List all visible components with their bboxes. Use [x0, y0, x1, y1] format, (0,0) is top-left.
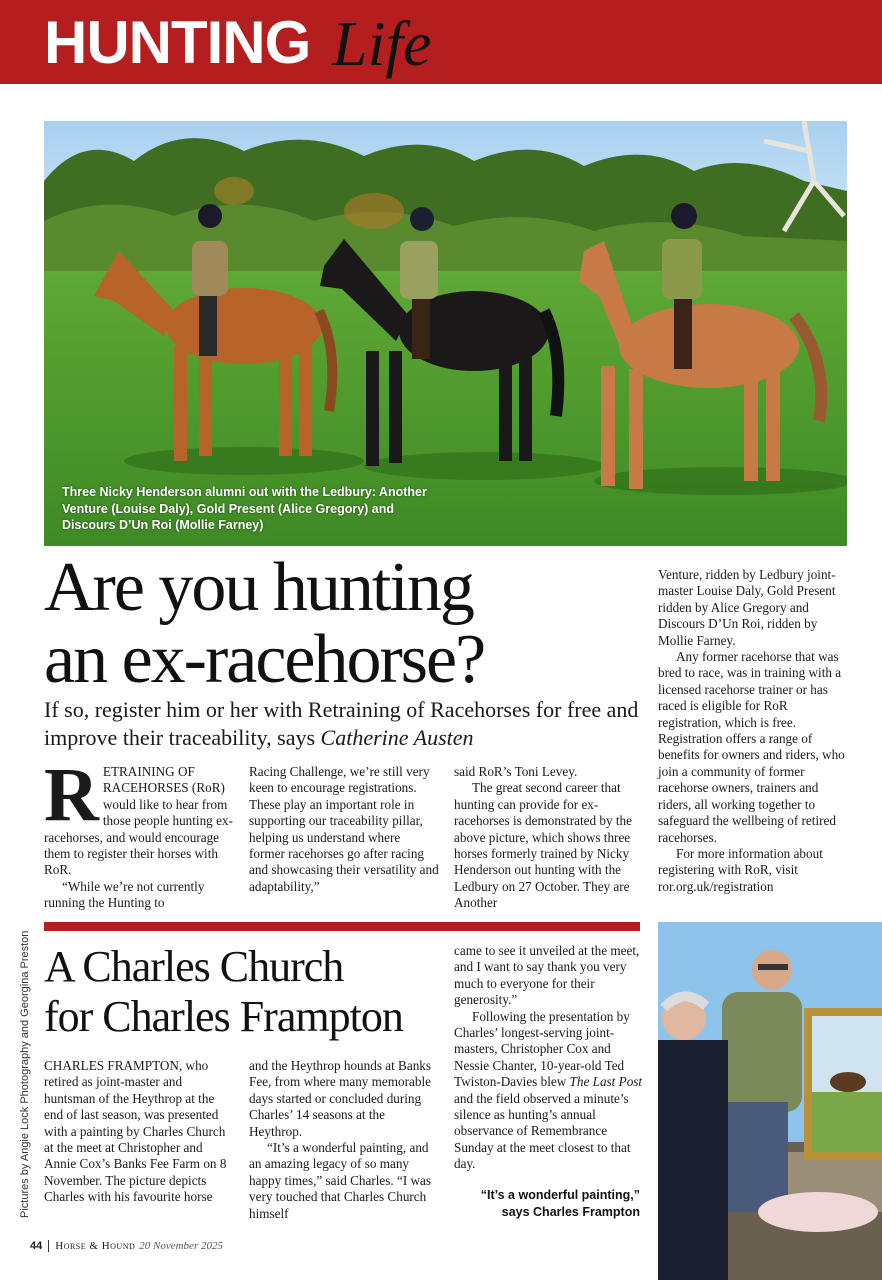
- article1-column-3: [454, 764, 644, 912]
- author-name: Catherine Austen: [320, 725, 474, 750]
- section-divider: [44, 922, 640, 931]
- article1-paragraph: The great second career that hunting can provide for ex-racehorses is demonstrated by the above picture, which shows three horses formerly trained by Nicky Henderson out hunting with the Ledbury on 27 October. They are Another: [454, 780, 632, 911]
- hunting-horses-photo: [44, 121, 847, 546]
- masthead-title: HUNTING: [44, 9, 311, 76]
- article1-paragraph: Any former racehorse that was bred to race, was in training with a licensed racehorse trainer or has raced is eligible for RoR registration, which is free. Registration offers a range of benefits for owners and riders, who join a community of former racehorse owners, trainers and riders, all working together to safeguard the wellbeing of retired racehorses.: [658, 649, 845, 845]
- page-footer: [30, 1238, 223, 1254]
- article1-paragraph: Racing Challenge, we’re still very keen to encourage registrations. These play an important role in supporting our traceability pillar, helping us understand where former racehorses go after racing and showcasing their versatility and adaptability,”: [249, 764, 439, 894]
- article2-paragraph: [454, 1009, 644, 1173]
- article1-column-1: [44, 753, 234, 912]
- article1-paragraph: said RoR’s Toni Levey.: [454, 764, 578, 779]
- article2-paragraph: “It’s a wonderful painting, and an amazing legacy of so many happy times,” said Charles. “I was very touched that Charles Church himself: [249, 1140, 432, 1221]
- photo-caption: Three Nicky Henderson alumni out with the Ledbury: Another Venture (Louise Daly), Gold Present (Alice Gregory) and Discours D’Un Roi (Mollie Farney): [62, 485, 427, 532]
- article2-column-3: [454, 943, 644, 1173]
- article2-column-1: [44, 1058, 234, 1206]
- headline-line-1: Are you hunting: [44, 549, 473, 626]
- issue-date: 20 November 2025: [139, 1240, 223, 1252]
- page-number: 44: [30, 1240, 49, 1252]
- article1-paragraph: For more information about registering with RoR, visit ror.org.uk/registration: [658, 845, 823, 894]
- headline2-line-1: A Charles Church: [44, 942, 344, 991]
- paragraph-part: and the field observed a minute’s silence as hunting’s annual observance of Remembrance Sunday at the meet closest to that day.: [454, 1090, 631, 1172]
- paragraph-part: Following the presentation by Charles’ longest-serving joint-masters, Christopher Cox and Nessie Chanter, 10-year-old Ted Twiston-Davies blew: [454, 1008, 630, 1090]
- standfirst-text: If so, register him or her with Retraining of Racehorses for free and improve their traceability, says: [44, 697, 639, 750]
- masthead: [0, 0, 882, 84]
- painting-presentation-photo: [658, 922, 882, 1280]
- article1-column-2: [249, 764, 439, 895]
- photo-credit: Pictures by Angie Lock Photography and Georgina Preston: [19, 930, 31, 1218]
- title-italic: The Last Post: [569, 1074, 643, 1090]
- article1-paragraph: “While we’re not currently running the Hunting to: [44, 878, 205, 911]
- article2-paragraph: CHARLES FRAMPTON, who retired as joint-master and huntsman of the Heythrop at the end of last season, was presented with a painting by Charles Church at the meet at Christopher and Annie Cox’s Banks Fee Farm on 8 November. The picture depicts Charles with his favourite horse: [44, 1058, 227, 1205]
- publication-name: Horse & Hound: [55, 1240, 136, 1252]
- article2-paragraph: came to see it unveiled at the meet, and I want to say thank you very much to everyone for their generosity.”: [454, 943, 640, 1008]
- article-headline: [44, 549, 644, 698]
- article2-headline: [44, 942, 444, 1042]
- dropcap: R: [44, 753, 99, 837]
- article1-paragraph: Venture, ridden by Ledbury joint-master Louise Daly, Gold Present ridden by Alice Gregory and Discours D’Un Roi, ridden by Mollie Farney.: [658, 567, 836, 648]
- pull-quote: “It’s a wonderful painting,” says Charles Frampton: [480, 1188, 640, 1219]
- article1-column-4: [658, 567, 848, 895]
- standfirst: [44, 696, 644, 752]
- article2-column-2: [249, 1058, 439, 1222]
- headline-line-2: an ex-racehorse?: [44, 621, 485, 698]
- headline2-line-2: for Charles Frampton: [44, 992, 403, 1041]
- masthead-subtitle: Life: [332, 8, 432, 79]
- article1-lead: ETRAINING OF RACEHORSES (RoR) would like to hear from those people hunting ex-racehorses, and would encourage them to register their horses with RoR.: [44, 764, 233, 878]
- article2-paragraph: and the Heythrop hounds at Banks Fee, from where many memorable days started or concluded during Charles’ 14 seasons at the Heythrop.: [249, 1058, 432, 1139]
